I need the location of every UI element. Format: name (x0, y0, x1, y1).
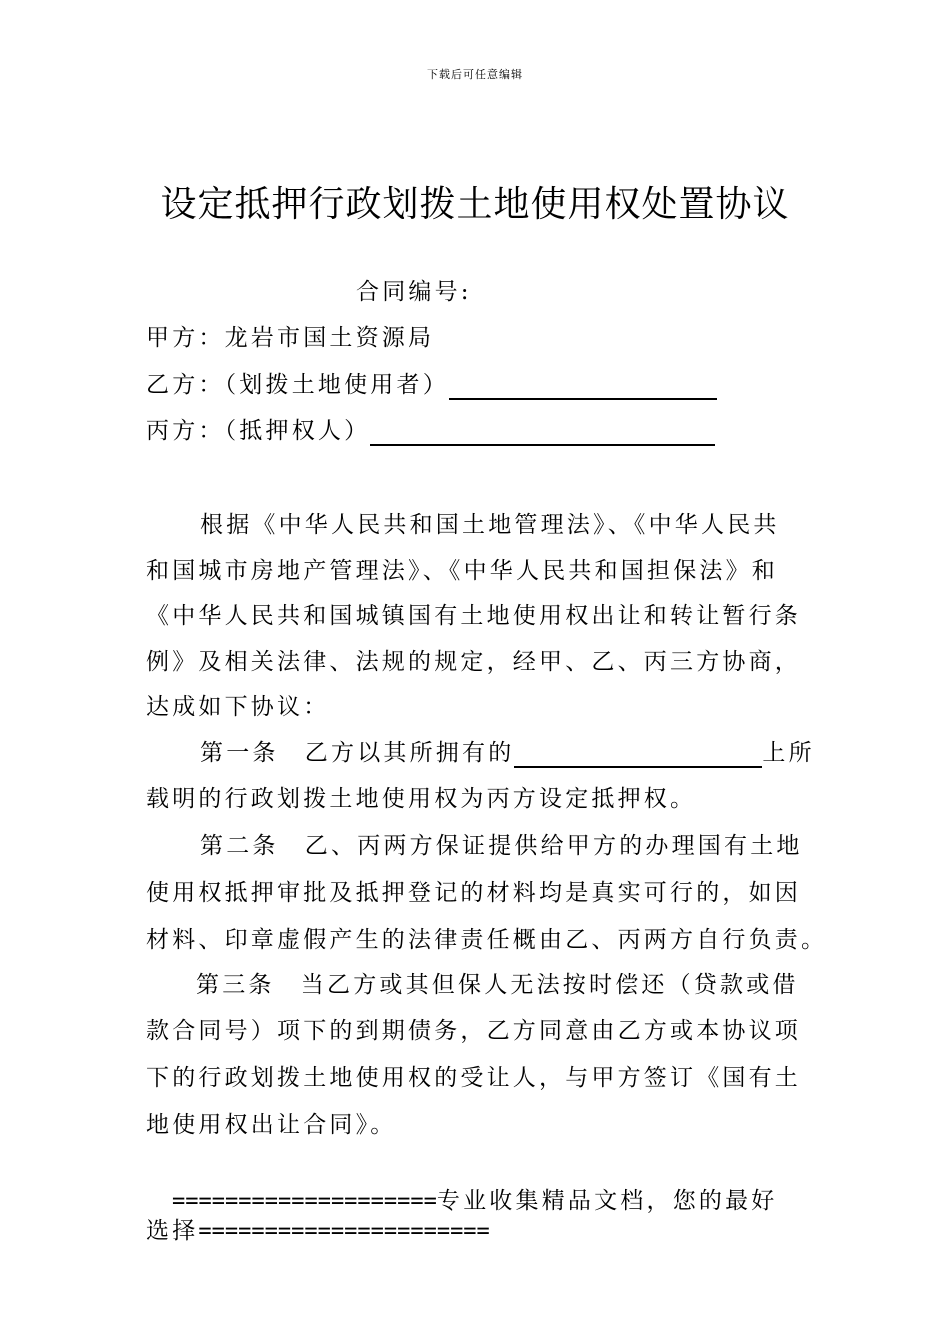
preamble-line-5: 达成如下协议： (146, 694, 330, 720)
document-title: 设定抵押行政划拨土地使用权处置协议 (160, 184, 790, 225)
party-c-blank (370, 420, 715, 446)
party-c-label: 丙方：（抵押权人） (146, 418, 371, 444)
party-c-line (146, 416, 715, 446)
article-1-line-1 (200, 738, 815, 768)
article-2-line-2: 使用权抵押审批及抵押登记的材料均是真实可行的，如因 (146, 880, 801, 906)
article-1-prefix: 第一条 乙方以其所拥有的 (200, 740, 515, 766)
footer-line-2 (146, 1216, 490, 1247)
article-3-line-3: 下的行政划拨土地使用权的受让人，与甲方签订《国有土 (146, 1065, 801, 1091)
party-a-line: 甲方：龙岩市国土资源局 (146, 325, 435, 351)
article-2-line-3: 材料、印章虚假产生的法律责任概由乙、丙两方自行负责。 (146, 927, 828, 953)
party-b-label: 乙方：（划拨土地使用者） (146, 372, 449, 398)
article-3-line-2: 款合同号）项下的到期债务，乙方同意由乙方或本协议项 (146, 1018, 801, 1044)
article-1-suffix: 上所 (762, 740, 815, 766)
preamble-line-3: 《中华人民共和国城镇国有土地使用权出让和转让暂行条 (146, 603, 801, 629)
article-3-line-4: 地使用权出让合同》。 (146, 1112, 397, 1138)
article-3-line-1: 第三条 当乙方或其但保人无法按时偿还（贷款或借 (196, 972, 799, 998)
footer-separator-right: ====================== (198, 1219, 490, 1244)
footer-line-1 (172, 1186, 778, 1217)
footer-separator-left: ==================== (172, 1189, 437, 1214)
party-b-blank (449, 374, 717, 400)
preamble-line-4: 例》及相关法律、法规的规定，经甲、乙、丙三方协商， (146, 649, 801, 675)
article-1-line-2: 载明的行政划拨土地使用权为丙方设定抵押权。 (146, 786, 697, 812)
header-note: 下载后可任意编辑 (427, 68, 523, 81)
article-2-line-1: 第二条 乙、丙两方保证提供给甲方的办理国有土地 (200, 833, 803, 859)
article-1-blank (514, 742, 762, 768)
preamble-line-2: 和国城市房地产管理法》、《中华人民共和国担保法》和 (146, 558, 778, 584)
party-b-line (146, 370, 717, 400)
contract-number-label: 合同编号: (356, 279, 472, 305)
footer-text-2: 选择 (146, 1218, 199, 1244)
footer-text-1: 专业收集精品文档，您的最好 (436, 1188, 778, 1214)
preamble-line-1: 根据《中华人民共和国土地管理法》、《中华人民共 (200, 512, 780, 538)
